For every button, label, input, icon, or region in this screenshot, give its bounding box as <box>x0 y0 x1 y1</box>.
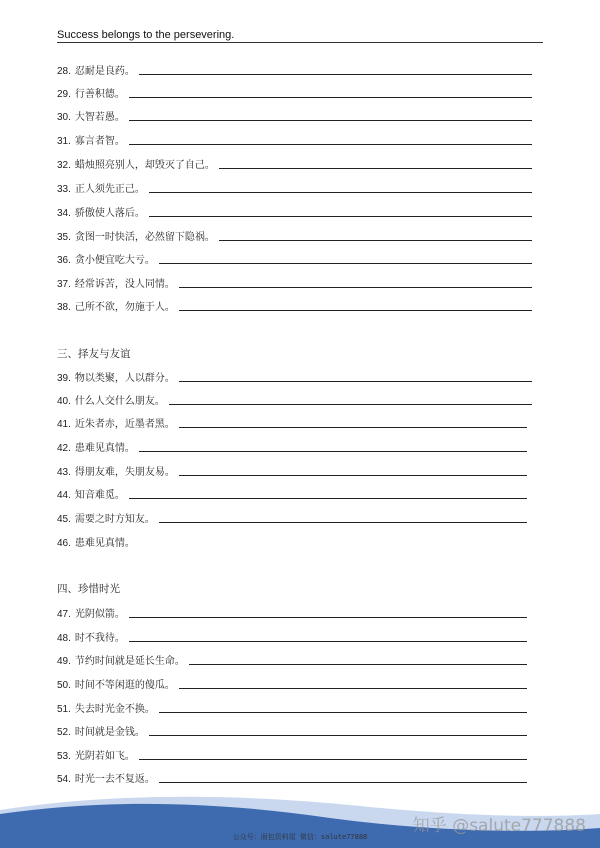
watermark: 知乎 @salute777888 <box>412 816 586 836</box>
item-number: 35. <box>57 232 71 243</box>
item-text: 时间就是金钱。 <box>74 727 145 738</box>
item-number: 46. <box>57 538 71 549</box>
answer-line[interactable] <box>189 664 527 665</box>
item-number: 49. <box>57 656 71 667</box>
answer-line[interactable] <box>129 97 532 98</box>
exercise-row <box>57 274 532 290</box>
answer-line[interactable] <box>129 498 527 499</box>
item-text: 患难见真情。 <box>74 538 135 549</box>
item-number: 54. <box>57 774 71 785</box>
exercise-row <box>57 227 532 243</box>
item-text: 得朋友难，失朋友易。 <box>74 467 175 478</box>
answer-line[interactable] <box>129 641 527 642</box>
item-text: 需要之时方知友。 <box>74 514 155 525</box>
answer-line[interactable] <box>179 381 532 382</box>
exercise-row <box>57 533 527 549</box>
item-number: 39. <box>57 373 71 384</box>
item-text: 贪小便宜吃大亏。 <box>74 255 155 266</box>
page-header: Success belongs to the persevering. <box>57 29 543 43</box>
item-text: 己所不欲，勿施于人。 <box>74 302 175 313</box>
answer-line[interactable] <box>169 404 532 405</box>
item-number: 36. <box>57 255 71 266</box>
answer-line[interactable] <box>159 522 527 523</box>
answer-line[interactable] <box>149 735 527 736</box>
item-number: 52. <box>57 727 71 738</box>
answer-line[interactable] <box>149 216 532 217</box>
item-text: 什么人交什么朋友。 <box>74 396 165 407</box>
answer-line[interactable] <box>179 475 527 476</box>
item-number: 37. <box>57 279 71 290</box>
answer-line[interactable] <box>139 451 527 452</box>
item-text: 寡言者智。 <box>74 136 125 147</box>
exercise-row <box>57 368 532 384</box>
item-number: 44. <box>57 490 71 501</box>
exercise-row <box>57 203 532 219</box>
exercise-row <box>57 391 532 407</box>
exercise-row <box>57 61 532 77</box>
item-text: 行善积德。 <box>74 89 125 100</box>
answer-line[interactable] <box>159 263 532 264</box>
exercise-row <box>57 746 527 762</box>
exercise-row <box>57 297 532 313</box>
answer-line[interactable] <box>179 688 527 689</box>
answer-line[interactable] <box>129 617 527 618</box>
item-text: 光阴若如飞。 <box>74 751 135 762</box>
item-number: 41. <box>57 419 71 430</box>
item-text: 大智若愚。 <box>74 112 125 123</box>
item-number: 32. <box>57 160 71 171</box>
answer-line[interactable] <box>219 240 532 241</box>
item-text: 物以类聚，人以群分。 <box>74 373 175 384</box>
item-text: 近朱者赤，近墨者黑。 <box>74 419 175 430</box>
item-number: 48. <box>57 633 71 644</box>
item-number: 51. <box>57 704 71 715</box>
exercise-row <box>57 722 527 738</box>
answer-line[interactable] <box>179 427 527 428</box>
item-text: 骄傲使人落后。 <box>74 208 145 219</box>
exercise-row <box>57 485 527 501</box>
item-number: 31. <box>57 136 71 147</box>
section-heading: 三、择友与友谊 <box>57 348 131 360</box>
item-number: 42. <box>57 443 71 454</box>
item-number: 29. <box>57 89 71 100</box>
item-text: 知音难觅。 <box>74 490 125 501</box>
answer-line[interactable] <box>139 74 532 75</box>
exercise-row <box>57 462 527 478</box>
answer-line[interactable] <box>179 310 532 311</box>
footer-text: 公众号：面包资料屋 微信：salute77888 <box>232 833 368 841</box>
item-text: 时间不等闲逛的傻瓜。 <box>74 680 175 691</box>
exercise-row <box>57 699 527 715</box>
answer-line[interactable] <box>159 782 527 783</box>
exercise-row <box>57 179 532 195</box>
item-number: 38. <box>57 302 71 313</box>
exercise-row <box>57 155 532 171</box>
item-number: 34. <box>57 208 71 219</box>
item-number: 43. <box>57 467 71 478</box>
answer-line[interactable] <box>129 144 532 145</box>
item-number: 40. <box>57 396 71 407</box>
item-number: 45. <box>57 514 71 525</box>
section-heading: 四、珍惜时光 <box>57 583 120 595</box>
item-text: 蜡烛照亮别人，却毁灭了自己。 <box>74 160 215 171</box>
exercise-row <box>57 509 527 525</box>
exercise-row <box>57 604 527 620</box>
exercise-row <box>57 769 527 785</box>
item-text: 节约时间就是延长生命。 <box>74 656 185 667</box>
answer-line[interactable] <box>139 759 527 760</box>
answer-line[interactable] <box>219 168 532 169</box>
item-text: 忍耐是良药。 <box>74 66 135 77</box>
exercise-row <box>57 107 532 123</box>
item-number: 50. <box>57 680 71 691</box>
item-text: 正人须先正己。 <box>74 184 145 195</box>
item-text: 贪图一时快活，必然留下隐祸。 <box>74 232 215 243</box>
exercise-row <box>57 84 532 100</box>
answer-line[interactable] <box>129 120 532 121</box>
exercise-row <box>57 131 532 147</box>
item-number: 47. <box>57 609 71 620</box>
item-text: 经常诉苦，没人同情。 <box>74 279 175 290</box>
exercise-row <box>57 628 527 644</box>
item-number: 30. <box>57 112 71 123</box>
item-text: 失去时光金不换。 <box>74 704 155 715</box>
item-text: 患难见真情。 <box>74 443 135 454</box>
item-number: 28. <box>57 66 71 77</box>
item-text: 时不我待。 <box>74 633 125 644</box>
answer-line[interactable] <box>179 287 532 288</box>
exercise-row <box>57 250 532 266</box>
answer-line[interactable] <box>159 712 527 713</box>
item-number: 53. <box>57 751 71 762</box>
exercise-row <box>57 438 527 454</box>
exercise-row <box>57 675 527 691</box>
item-number: 33. <box>57 184 71 195</box>
answer-line[interactable] <box>149 192 532 193</box>
exercise-row <box>57 651 527 667</box>
item-text: 时光一去不复返。 <box>74 774 155 785</box>
exercise-row <box>57 414 527 430</box>
item-text: 光阴似箭。 <box>74 609 125 620</box>
